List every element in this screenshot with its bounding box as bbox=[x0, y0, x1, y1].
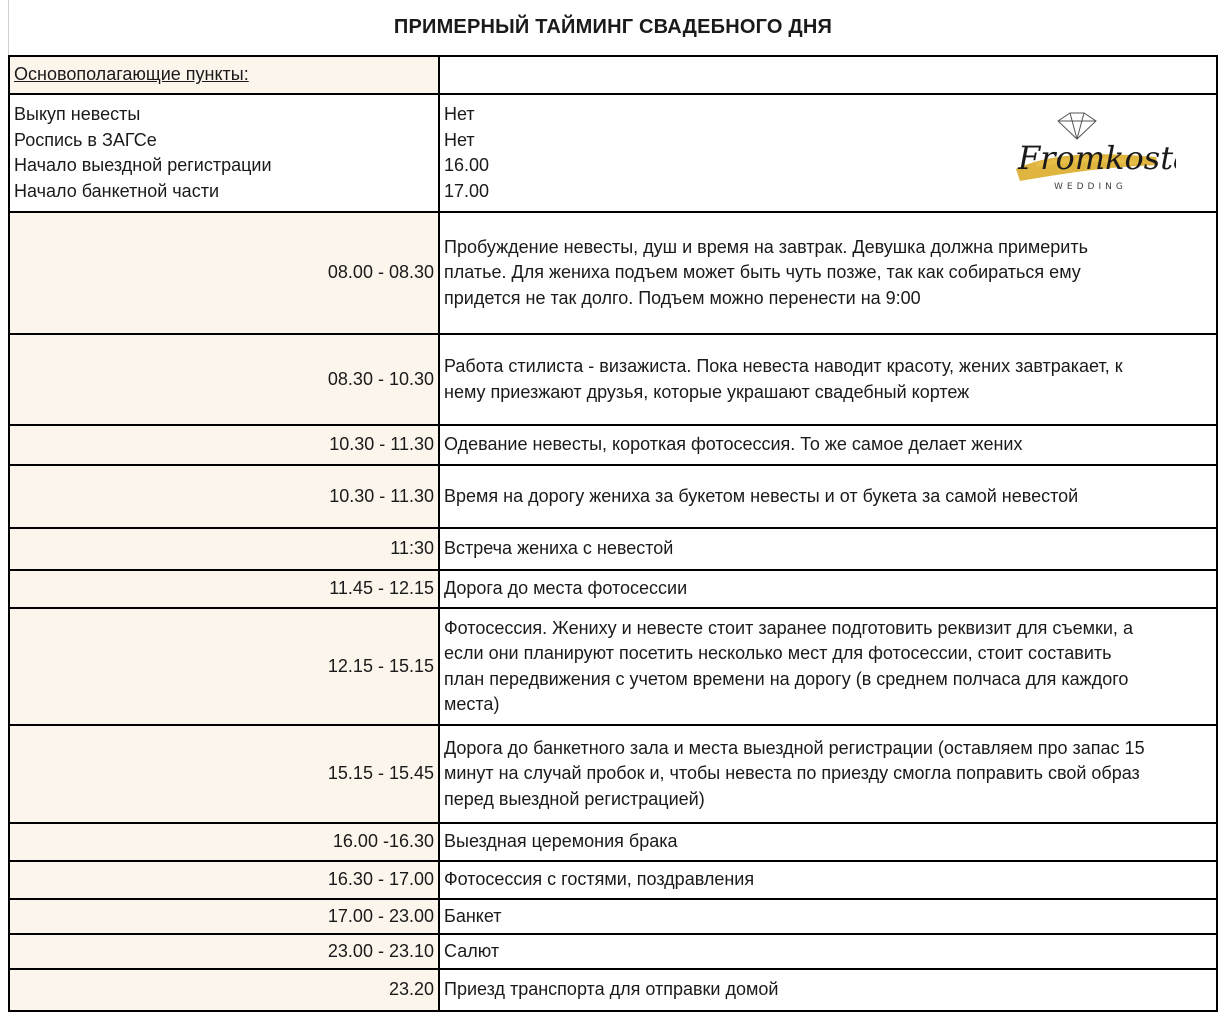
main-items-labels[interactable] bbox=[9, 94, 439, 212]
time-value: 15.15 - 15.45 bbox=[327, 763, 434, 784]
main-item-label: Выкуп невесты bbox=[14, 104, 141, 124]
schedule-row bbox=[9, 528, 1217, 570]
activity-line: места) bbox=[444, 694, 500, 714]
logo-sub: WEDDING bbox=[1054, 182, 1127, 192]
activity-cell[interactable] bbox=[439, 465, 1217, 528]
activity-line: Пробуждение невесты, душ и время на завтрак. Девушка должна примерить bbox=[444, 236, 1088, 257]
activity-line: Одевание невесты, короткая фотосессия. То же самое делает жених bbox=[444, 434, 1023, 455]
schedule-row bbox=[9, 861, 1217, 899]
header-row bbox=[9, 56, 1217, 94]
activity-line: Приезд транспорта для отправки домой bbox=[444, 979, 779, 1000]
activity-line: Дорога до банкетного зала и места выездной регистрации (оставляем про запас 15 bbox=[444, 737, 1145, 758]
activity-cell[interactable] bbox=[439, 334, 1217, 425]
main-item-label: Начало выездной регистрации bbox=[14, 155, 272, 175]
header-empty-cell[interactable] bbox=[439, 56, 1217, 94]
time-value: 17.00 - 23.00 bbox=[327, 905, 434, 926]
activity-line: нему приезжают друзья, которые украшают свадебный кортеж bbox=[444, 381, 970, 402]
time-cell[interactable] bbox=[9, 725, 439, 823]
time-value: 12.15 - 15.15 bbox=[327, 655, 434, 676]
time-cell[interactable] bbox=[9, 334, 439, 425]
schedule-row bbox=[9, 725, 1217, 823]
activity-cell[interactable] bbox=[439, 608, 1217, 725]
activity-cell[interactable] bbox=[439, 425, 1217, 465]
schedule-row bbox=[9, 465, 1217, 528]
schedule-row bbox=[9, 212, 1217, 334]
main-items-values[interactable] bbox=[439, 94, 1217, 212]
schedule-body bbox=[9, 212, 1217, 1011]
activity-line: Фотосессия. Жениху и невесте стоит заранее подготовить реквизит для съемки, а bbox=[444, 617, 1133, 638]
activity-line: Фотосессия с гостями, поздравления bbox=[444, 869, 755, 890]
main-item-label: Роспись в ЗАГСе bbox=[14, 129, 157, 150]
activity-cell[interactable] bbox=[439, 528, 1217, 570]
time-cell[interactable] bbox=[9, 212, 439, 334]
schedule-row bbox=[9, 608, 1217, 725]
time-cell[interactable] bbox=[9, 899, 439, 934]
logo-graphic bbox=[1006, 107, 1176, 207]
timing-table bbox=[8, 55, 1218, 1012]
time-cell[interactable] bbox=[9, 861, 439, 899]
activity-line: Время на дорогу жениха за букетом невесты и от букета за самой невестой bbox=[444, 485, 1079, 506]
page-title: ПРИМЕРНЫЙ ТАЙМИНГ СВАДЕБНОГО ДНЯ bbox=[8, 0, 1217, 56]
activity-cell[interactable] bbox=[439, 899, 1217, 934]
activity-line: Банкет bbox=[444, 905, 502, 926]
time-cell[interactable] bbox=[9, 425, 439, 465]
time-cell[interactable] bbox=[9, 969, 439, 1011]
activity-line: Салют bbox=[444, 940, 500, 961]
schedule-row bbox=[9, 934, 1217, 969]
time-cell[interactable] bbox=[9, 570, 439, 608]
main-item-value: 16.00 bbox=[444, 155, 490, 175]
activity-line: придется не так долго. Подъем можно перенести на 9:00 bbox=[444, 287, 921, 308]
time-value: 11.45 - 12.15 bbox=[329, 578, 434, 599]
activity-line: платье. Для жениха подъем может быть чуть позже, так как собираться ему bbox=[444, 262, 1081, 283]
activity-cell[interactable] bbox=[439, 823, 1217, 861]
time-value: 10.30 - 11.30 bbox=[329, 434, 434, 455]
activity-line: Выездная церемония брака bbox=[444, 831, 678, 852]
time-value: 23.00 - 23.10 bbox=[327, 940, 434, 961]
schedule-row bbox=[9, 334, 1217, 425]
activity-line: Встреча жениха с невестой bbox=[444, 538, 674, 559]
schedule-row bbox=[9, 570, 1217, 608]
main-item-value: 17.00 bbox=[444, 180, 490, 201]
time-cell[interactable] bbox=[9, 934, 439, 969]
activity-line: минут на случай пробок и, чтобы невеста по приезду смогла поправить свой образ bbox=[444, 763, 1140, 784]
time-value: 23.20 bbox=[388, 979, 434, 1000]
main-item-value: Нет bbox=[444, 129, 475, 150]
schedule-row bbox=[9, 425, 1217, 465]
activity-cell[interactable] bbox=[439, 969, 1217, 1011]
activity-line: Дорога до места фотосессии bbox=[444, 578, 688, 599]
header-label-cell[interactable] bbox=[9, 56, 439, 94]
time-value: 16.00 -16.30 bbox=[332, 831, 434, 852]
activity-cell[interactable] bbox=[439, 934, 1217, 969]
time-cell[interactable] bbox=[9, 465, 439, 528]
activity-line: перед выездной регистрацией) bbox=[444, 788, 705, 809]
activity-line: план передвижения с учетом времени на дорогу (в среднем полчаса для каждого bbox=[444, 668, 1129, 689]
main-item-label: Начало банкетной части bbox=[14, 180, 219, 201]
main-items-row bbox=[9, 94, 1217, 212]
time-cell[interactable] bbox=[9, 528, 439, 570]
time-value: 10.30 - 11.30 bbox=[329, 485, 434, 506]
activity-cell[interactable] bbox=[439, 570, 1217, 608]
header-label: Основополагающие пункты: bbox=[14, 64, 249, 85]
activity-line: если они планируют посетить несколько мест для фотосессии, стоит составить bbox=[444, 643, 1112, 663]
time-cell[interactable] bbox=[9, 823, 439, 861]
time-cell[interactable] bbox=[9, 608, 439, 725]
activity-line: Работа стилиста - визажиста. Пока невеста наводит красоту, жених завтракает, к bbox=[444, 356, 1123, 376]
schedule-row bbox=[9, 969, 1217, 1011]
schedule-row bbox=[9, 899, 1217, 934]
logo-brand: Fromkosta bbox=[1018, 139, 1176, 177]
time-value: 11:30 bbox=[390, 538, 434, 559]
schedule-row bbox=[9, 823, 1217, 861]
time-value: 08.00 - 08.30 bbox=[327, 262, 434, 283]
main-item-value: Нет bbox=[444, 104, 475, 124]
activity-cell[interactable] bbox=[439, 725, 1217, 823]
time-value: 16.30 - 17.00 bbox=[327, 869, 434, 890]
fromkosta-logo bbox=[1006, 107, 1176, 207]
diamond-icon bbox=[1058, 113, 1096, 139]
activity-cell[interactable] bbox=[439, 861, 1217, 899]
activity-cell[interactable] bbox=[439, 212, 1217, 334]
time-value: 08.30 - 10.30 bbox=[327, 368, 434, 389]
